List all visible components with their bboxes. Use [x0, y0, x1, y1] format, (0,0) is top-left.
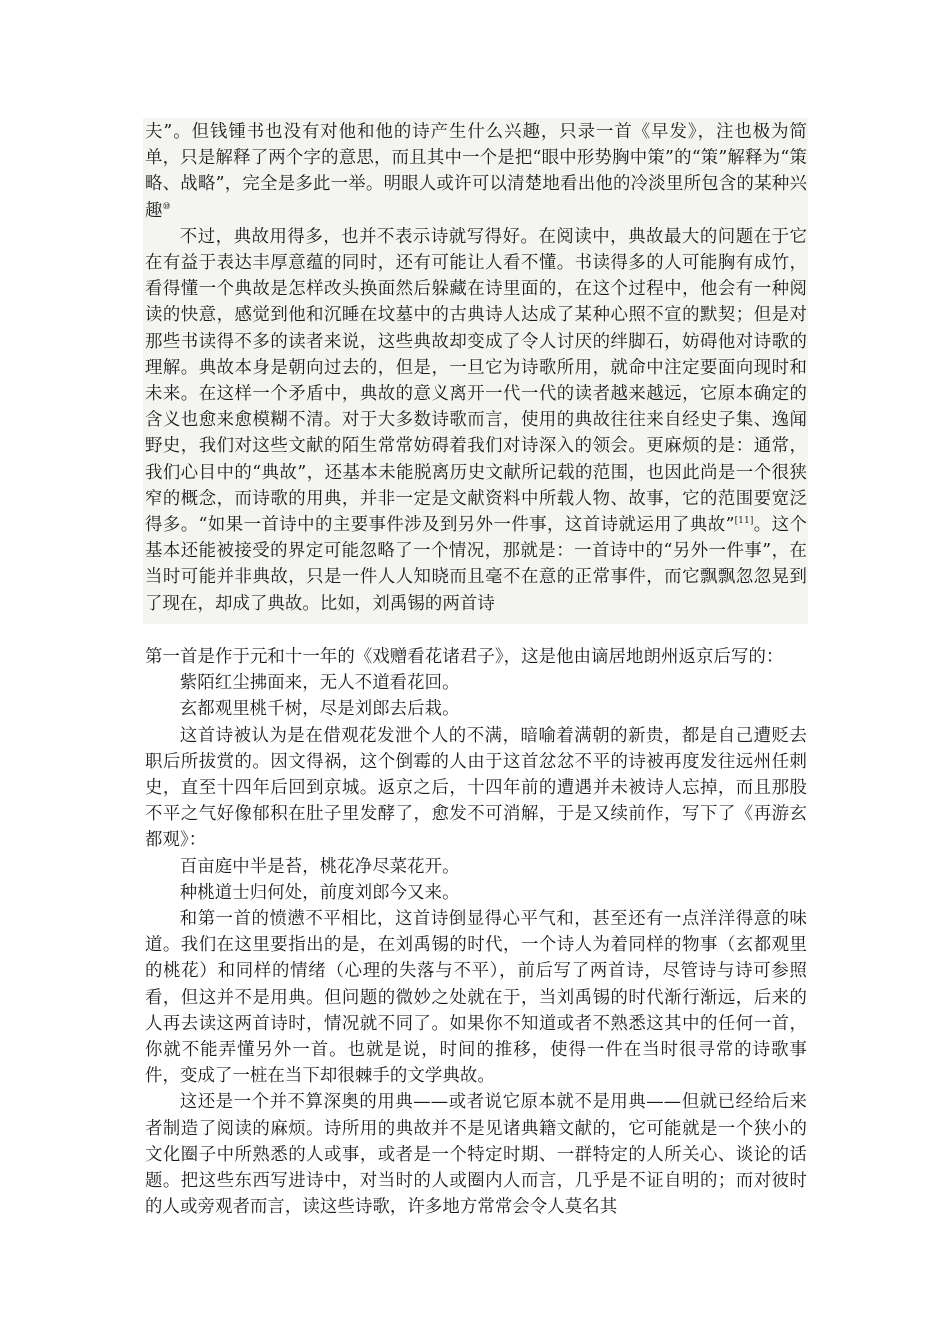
paragraph-text: 夫”。但钱锺书也没有对他和他的诗产生什么兴趣，只录一首《早发》，注也极为简单，只是解释了两个字的意思，而且其中一个是把“眼中形势胸中策”的“策”解释为“策略、战略”，完全是多此一举。明眼人或许可以清楚地看出他的冷淡里所包含的某种兴趣 — [145, 122, 807, 221]
footnote-marker: [11] — [734, 516, 754, 527]
highlighted-passage — [145, 119, 807, 617]
paragraph: 这首诗被认为是在借观花发泄个人的不满，暗喻着满朝的新贵，都是自己遭贬去职后所拔赏的。因文得祸，这个倒霉的人由于这首忿忿不平的诗被再度发往远州任刺史，直至十四年后回到京城。返京之后，十四年前的遭遇并未被诗人忘掉，而且那股不平之气好像郁积在肚子里发酵了，愈发不可消解，于是又续前作，写下了《再游玄都观》： — [145, 725, 807, 851]
verse-line: 玄都观里桃千树，尽是刘郎去后栽。 — [179, 699, 460, 720]
verse-line: 种桃道士归何处，前度刘郎今又来。 — [179, 882, 460, 903]
paragraph: 和第一首的愤懑不平相比，这首诗倒显得心平气和，甚至还有一点洋洋得意的味道。我们在这里要指出的是，在刘禹锡的时代，一个诗人为着同样的物事（玄都观里的桃花）和同样的情绪（心理的失落与不平），前后写了两首诗，尽管诗与诗可参照看，但这并不是用典。但问题的微妙之处就在于，当刘禹锡的时代渐行渐远，后来的人再去读这两首诗时，情况就不同了。如果你不知道或者不熟悉这其中的任何一首，你就不能弄懂另外一首。也就是说，时间的推移，使得一件在当时很寻常的诗歌事件，变成了一桩在当下却很棘手的文学典故。 — [145, 909, 807, 1087]
paragraph-text: 不过，典故用得多，也并不表示诗就写得好。在阅读中，典故最大的问题在于它在有益于表达丰厚意蕴的同时，还有可能让人看不懂。书读得多的人可能胸有成竹，看得懂一个典故是怎样改头换面然后躲藏在诗里面的，在这个过程中，他会有一种阅读的快意，感觉到他和沉睡在坟墓中的古典诗人达成了某种心照不宣的默契；但是对那些书读得不多的读者来说，这些典故却变成了令人讨厌的绊脚石，妨碍他对诗歌的理解。典故本身是朝向过去的，但是，一旦它为诗歌所用，就命中注定要面向现时和未来。在这样一个矛盾中，典故的意义离开一代一代的读者越来越远，它原本确定的含义也愈来愈模糊不清。对于大多数诗歌而言，使用的典故往往来自经史子集、逸闻野史，我们对这些文献的陌生常常妨碍着我们对诗深入的领会。更麻烦的是：通常，我们心目中的“典故”，还基本未能脱离历史文献所记载的范围，也因此尚是一个很狭窄的概念，而诗歌的用典，并非一定是文献资料中所载人物、故事，它的范围要宽泛得多。“如果一首诗中的主要事件涉及到另外一件事，这首诗就运用了典故” — [145, 226, 807, 536]
verse-line: 百亩庭中半是苔，桃花净尽菜花开。 — [179, 856, 460, 877]
body-text — [145, 644, 807, 1220]
verse-line: 紫陌红尘拂面来，无人不道看花回。 — [179, 673, 460, 694]
paragraph — [145, 224, 807, 617]
footnote-marker: ⑩ — [162, 201, 171, 212]
paragraph — [145, 119, 807, 224]
paragraph: 这还是一个并不算深奥的用典——或者说它原本就不是用典——但就已经给后来者制造了阅读的麻烦。诗所用的典故并不是见诸典籍文献的，它可能就是一个狭小的文化圈子中所熟悉的人或事，或者是一个特定时期、一群特定的人所关心、谈论的话题。把这些东西写进诗中，对当时的人或圈内人而言，几乎是不证自明的；而对彼时的人或旁观者而言，读这些诗歌，许多地方常常会令人莫名其 — [145, 1092, 807, 1218]
paragraph-text: 。这个基本还能被接受的界定可能忽略了一个情况，那就是：一首诗中的“另外一件事”，在当时可能并非典故，只是一件人人知晓而且毫不在意的正常事件，而它飘飘忽忽晃到了现在，却成了典故。比如，刘禹锡的两首诗 — [145, 515, 807, 614]
paragraph: 第一首是作于元和十一年的《戏赠看花诸君子》，这是他由谪居地朗州返京后写的： — [145, 647, 784, 667]
